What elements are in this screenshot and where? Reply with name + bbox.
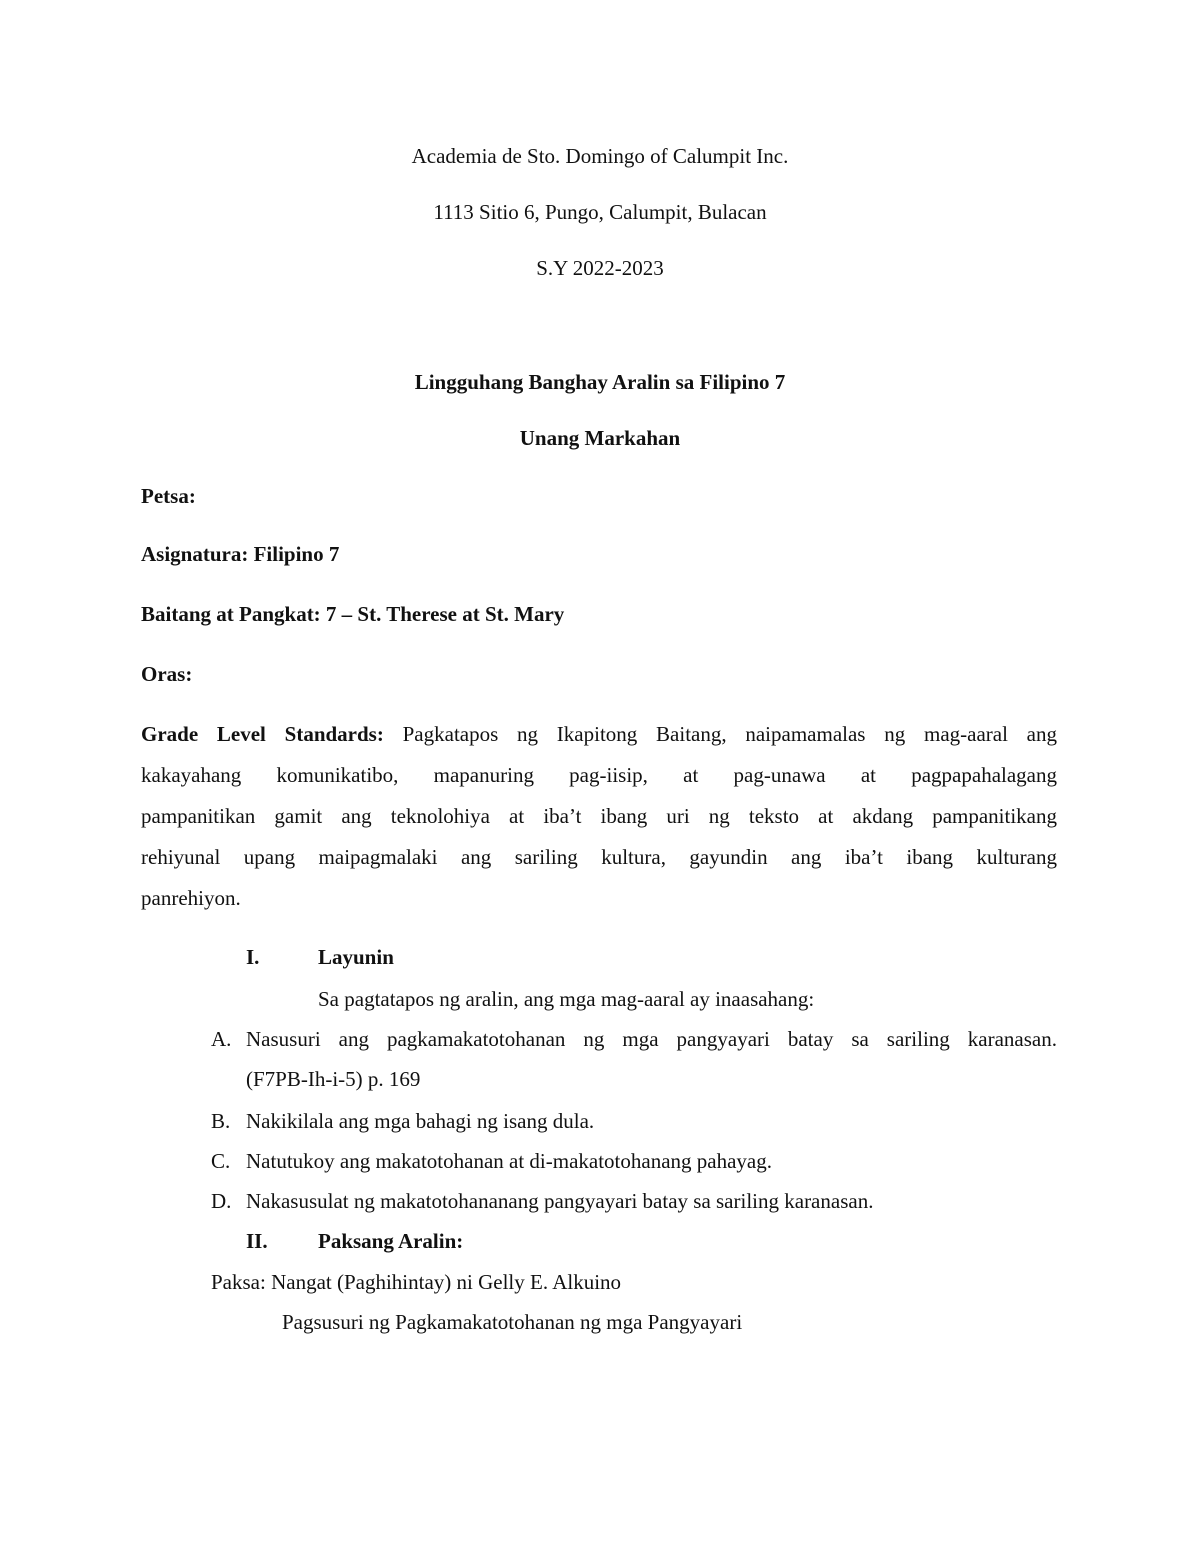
quarter-title: Unang Markahan — [519, 426, 681, 450]
objective-c-letter: C. — [211, 1149, 231, 1173]
standards-line-3: pampanitikan gamit ang teknolohiya at iba’t ibang uri ng teksto at akdang pampanitikang — [141, 804, 1057, 828]
objective-a-text: Nasusuri ang pagkamakatotohanan ng mga pangyayari batay sa sariling karanasan. — [246, 1027, 1057, 1051]
section-2-numeral: II. — [246, 1229, 268, 1253]
baitang-field: Baitang at Pangkat: 7 – St. Therese at St. Mary — [141, 602, 565, 626]
standards-label: Grade Level Standards: — [141, 722, 384, 746]
standards-line-1 — [141, 722, 1057, 747]
standards-line-2: kakayahang komunikatibo, mapanuring pag-iisip, at pag-unawa at pagpapahalagang — [141, 763, 1057, 787]
petsa-field: Petsa: — [141, 484, 196, 508]
standards-text-1: Pagkatapos ng Ikapitong Baitang, naipamamalas ng mag-aaral ang — [402, 722, 1058, 746]
section-1-intro: Sa pagtatapos ng aralin, ang mga mag-aaral ay inaasahang: — [318, 987, 815, 1011]
school-name: Academia de Sto. Domingo of Calumpit Inc. — [411, 144, 789, 168]
objective-a-letter: A. — [211, 1027, 232, 1051]
school-address: 1113 Sitio 6, Pungo, Calumpit, Bulacan — [433, 200, 767, 224]
objective-b-letter: B. — [211, 1109, 231, 1133]
standards-line-5: panrehiyon. — [141, 886, 241, 910]
asignatura-field: Asignatura: Filipino 7 — [141, 542, 340, 566]
document-title: Lingguhang Banghay Aralin sa Filipino 7 — [414, 370, 786, 394]
objective-b-text: Nakikilala ang mga bahagi ng isang dula. — [246, 1109, 595, 1133]
oras-field: Oras: — [141, 662, 193, 686]
paksa-subtopic: Pagsusuri ng Pagkamakatotohanan ng mga Pangyayari — [282, 1310, 743, 1334]
school-year: S.Y 2022-2023 — [536, 256, 664, 280]
paksa-line: Paksa: Nangat (Paghihintay) ni Gelly E. Alkuino — [211, 1270, 622, 1294]
standards-line-4: rehiyunal upang maipagmalaki ang sariling kultura, gayundin ang iba’t ibang kulturang — [141, 845, 1057, 869]
objective-a-code: (F7PB-Ih-i-5) p. 169 — [246, 1067, 421, 1091]
objective-d-letter: D. — [211, 1189, 232, 1213]
section-1-title: Layunin — [318, 945, 394, 969]
objective-c-text: Natutukoy ang makatotohanan at di-makatotohanang pahayag. — [246, 1149, 772, 1173]
section-1-numeral: I. — [246, 945, 260, 969]
objective-d-text: Nakasusulat ng makatotohananang pangyayari batay sa sariling karanasan. — [246, 1189, 874, 1213]
section-2-title: Paksang Aralin: — [318, 1229, 464, 1253]
